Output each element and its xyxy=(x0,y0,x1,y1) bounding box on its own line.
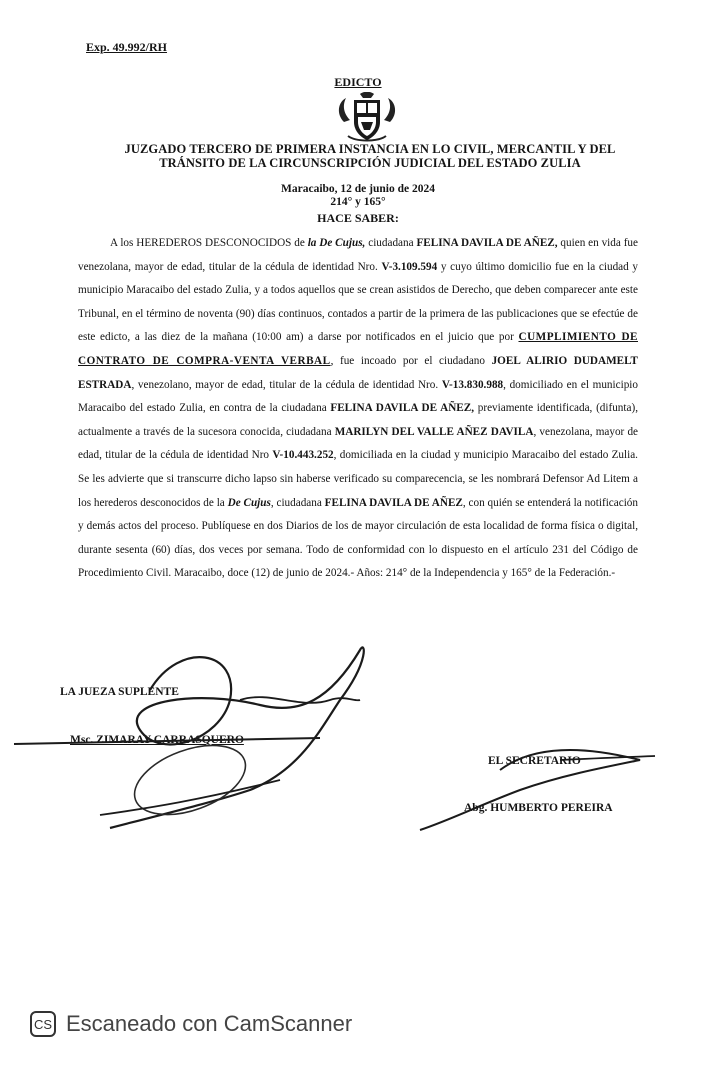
date-block xyxy=(0,183,716,209)
body-text: ciudadana xyxy=(365,237,417,249)
body-text: , venezolana, mayor de edad, titular de la cédula de identidad Nro xyxy=(78,425,639,462)
document-title: EDICTO xyxy=(334,75,382,89)
deceased-name: FELINA DAVILA DE AÑEZ, xyxy=(330,402,475,415)
de-cujus-term: la De Cujus, xyxy=(307,237,366,249)
body-text: , ciudadana xyxy=(270,496,325,509)
body-text: previamente identificada, (difunta), actualmente a través de la sucesora conocida, ciudadana xyxy=(78,402,639,438)
case-type: CUMPLIMIENTO DE CONTRATO DE COMPRA-VENTA VERBAL xyxy=(78,331,638,367)
body-text: quien en vida fue venezolana, mayor de edad, titular de la cédula de identidad Nro. xyxy=(78,237,638,273)
coat-of-arms-icon xyxy=(330,92,404,144)
secretary-name: Abg. HUMBERTO PEREIRA xyxy=(464,802,613,814)
deceased-name: FELINA DAVILA DE AÑEZ xyxy=(324,496,463,509)
successor-id: V-10.443.252 xyxy=(272,449,334,462)
scanner-watermark xyxy=(0,1004,716,1044)
deceased-name: FELINA DAVILA DE AÑEZ, xyxy=(416,237,558,249)
edict-body xyxy=(78,232,638,586)
successor-name: MARILYN DEL VALLE AÑEZ DAVILA xyxy=(334,425,534,438)
body-text: , domiciliado en el municipio Maracaibo del estado Zulia, en contra de la ciudadana xyxy=(78,378,638,415)
judge-name: Msc. ZIMARAY CARRASQUERO xyxy=(70,734,244,746)
court-stamp xyxy=(125,732,255,828)
camscanner-logo: CS xyxy=(30,1011,56,1037)
watermark-text: Escaneado con CamScanner xyxy=(66,1011,353,1036)
deceased-id: V-3.109.594 xyxy=(381,260,438,273)
body-text: , venezolano, mayor de edad, titular de la cédula de identidad Nro. xyxy=(131,378,442,391)
plaintiff-id: V-13.830.988 xyxy=(441,378,504,391)
court-line-2: TRÁNSITO DE LA CIRCUNSCRIPCIÓN JUDICIAL DEL ESTADO ZULIA xyxy=(159,156,581,170)
body-text: , fue incoado por el ciudadano xyxy=(330,354,492,367)
judge-title: LA JUEZA SUPLENTE xyxy=(60,686,179,698)
body-text: A los HEREDEROS DESCONOCIDOS de xyxy=(110,237,308,249)
body-text: , con quién se entenderá la notificación y demás actos del proceso. Publíquese en dos Diarios de los de mayor circulación de esta localidad de forma física o digital, durante sesenta (60) días, dos veces por semana. Todo de conformidad con lo dispuesto en el artículo 231 del Código de Procedimiento Civil. Maracaibo, doce (12) de junio de 2024.- Años: 214° de la Independencia y 165° de la Federación.- xyxy=(78,496,638,580)
document-date: Maracaibo, 12 de junio de 2024 xyxy=(281,183,435,195)
secretary-title: EL SECRETARIO xyxy=(488,755,581,767)
years-line: 214° y 165° xyxy=(330,196,386,208)
body-text: y cuyo último domicilio fue en la ciudad y municipio Maracaibo del estado Zulia, y a todos aquellos que se crean asistidos de Derecho, que deben comparecer ante este Tribunal, en el término de noventa (90) días continuos, contados a partir de la primera de las publicaciones que se efectúe de este edicto, a las diez de la mañana (10:00 am) a darse por notificados en el juicio que por xyxy=(78,260,638,344)
court-line-1: JUZGADO TERCERO DE PRIMERA INSTANCIA EN LO CIVIL, MERCANTIL Y DEL xyxy=(124,142,616,156)
de-cujus-term: De Cujus xyxy=(227,496,271,509)
body-text: , domiciliada en la ciudad y municipio Maracaibo del estado Zulia. Se les advierte que si transcurre dicho lapso sin haberse verificado su comparecencia, se les nombrará Defensor Ad Litem a los herederos desconocidos de la xyxy=(78,449,638,509)
file-number: Exp. 49.992/RH xyxy=(86,40,168,54)
hace-saber-heading: HACE SABER: xyxy=(317,211,399,225)
plaintiff-name: JOEL ALIRIO DUDAMELT ESTRADA xyxy=(78,354,638,391)
court-heading xyxy=(100,142,640,170)
